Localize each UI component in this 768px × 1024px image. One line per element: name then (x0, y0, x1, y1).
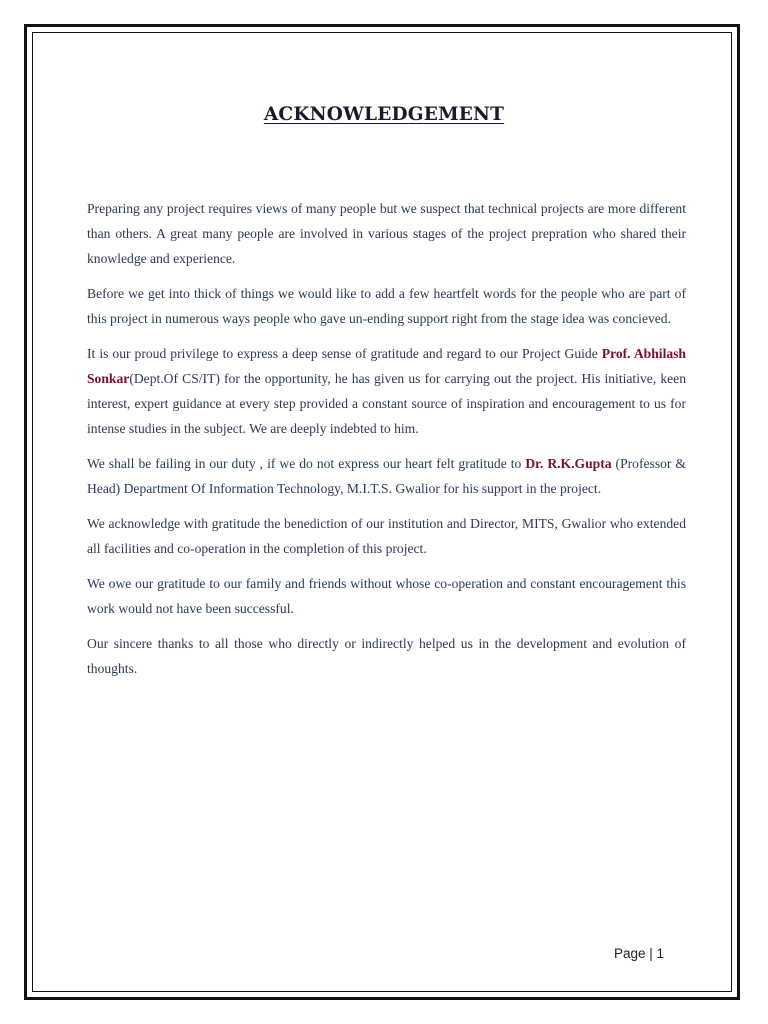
page-title: ACKNOWLEDGEMENT (263, 104, 505, 125)
page-number: Page | 1 (614, 946, 665, 961)
document-body (87, 196, 686, 691)
paragraph-3 (87, 341, 686, 441)
paragraph-4-intro: We shall be failing in our duty , if we do not express our heart felt gratitude to (87, 456, 526, 471)
paragraph-3-rest: (Dept.Of CS/IT) for the opportunity, he has given us for carrying out the project. His initiative, keen interest, expert guidance at every step provided a constant source of inspiration and encouragement to us for intense studies in the subject. We are deeply indebted to him. (87, 371, 686, 436)
paragraph-4-rest: (Professor & Head) Department Of Information Technology, M.I.T.S. Gwalior for his support in the project. (87, 456, 687, 496)
paragraph-3-intro: It is our proud privilege to express a deep sense of gratitude and regard to our Project Guide (87, 346, 602, 361)
guide-name: Prof. Abhilash Sonkar (87, 346, 686, 386)
paragraph-7: Our sincere thanks to all those who directly or indirectly helped us in the development and evolution of thoughts. (87, 636, 686, 676)
paragraph-4 (87, 451, 686, 501)
paragraph-1: Preparing any project requires views of many people but we suspect that technical projects are more different than others. A great many people are involved in various stages of the project prepration who shared their knowledge and experience. (87, 201, 686, 266)
paragraph-5: We acknowledge with gratitude the benediction of our institution and Director, MITS, Gwalior who extended all facilities and co-operation in the completion of this project. (87, 516, 686, 556)
hod-name: Dr. R.K.Gupta (525, 456, 612, 471)
paragraph-2: Before we get into thick of things we would like to add a few heartfelt words for the people who are part of this project in numerous ways people who gave un-ending support right from the stage idea was concieved. (87, 286, 686, 326)
paragraph-6: We owe our gratitude to our family and friends without whose co-operation and constant encouragement this work would not have been successful. (87, 576, 686, 616)
